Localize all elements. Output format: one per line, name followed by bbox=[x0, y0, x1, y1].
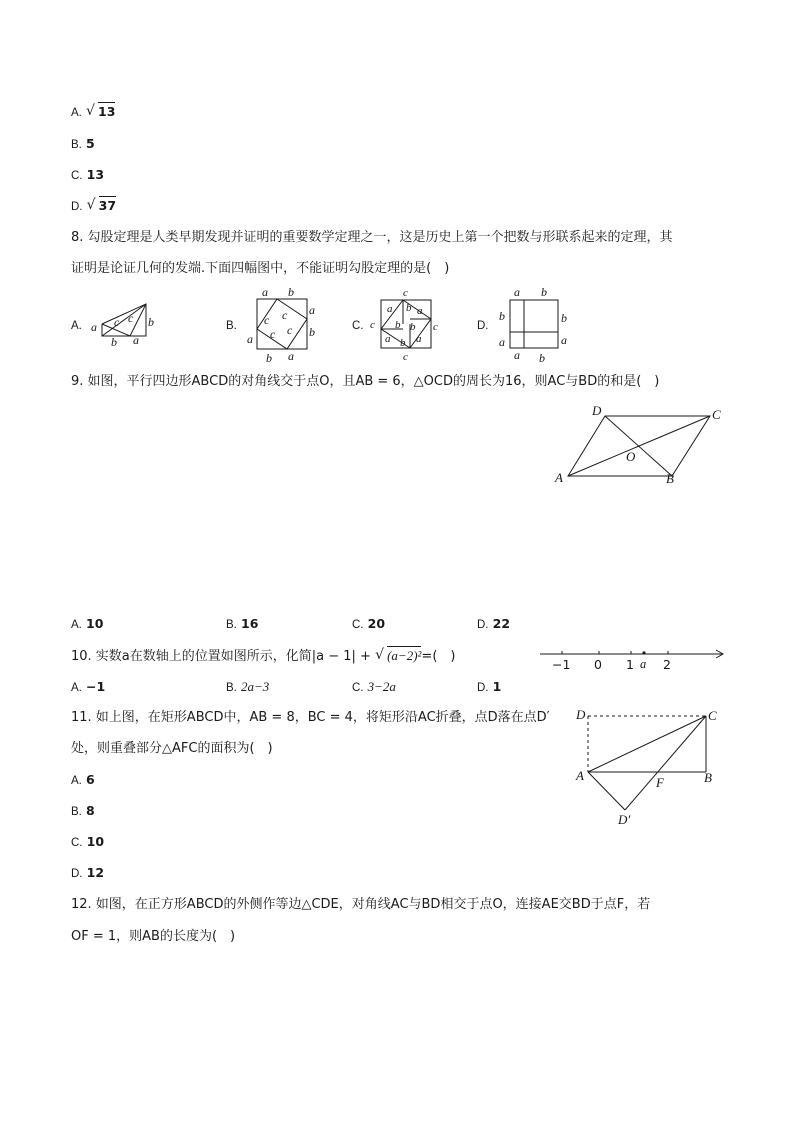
q10-option-c: C. 3−2a bbox=[352, 679, 396, 694]
q11-option-b: B. 8 bbox=[71, 803, 95, 818]
svg-text:a: a bbox=[561, 333, 567, 347]
q11-option-a: A. 6 bbox=[71, 772, 95, 787]
svg-text:b: b bbox=[400, 337, 406, 349]
svg-text:b: b bbox=[541, 285, 547, 299]
svg-text:c: c bbox=[370, 319, 375, 331]
q9-label-a: A bbox=[555, 470, 563, 485]
svg-text:b: b bbox=[406, 302, 412, 314]
q11-label-b: B bbox=[704, 770, 712, 785]
q11-option-d: D. 12 bbox=[71, 865, 105, 880]
svg-text:b: b bbox=[561, 311, 567, 325]
q10-number-line bbox=[536, 646, 730, 674]
q8-option-a-label: A. bbox=[71, 320, 82, 332]
svg-text:b: b bbox=[309, 325, 315, 339]
svg-text:c: c bbox=[128, 311, 134, 325]
q7-option-b-value: 5 bbox=[86, 136, 95, 151]
svg-text:b: b bbox=[499, 309, 505, 323]
q10-tick-neg1: −1 bbox=[552, 657, 571, 672]
q8-option-c-label: C. bbox=[352, 320, 364, 332]
svg-text:a: a bbox=[288, 349, 294, 363]
q12-stem-line2: OF = 1，则AB的长度为( ) bbox=[71, 929, 236, 944]
q7-option-c-value: 13 bbox=[86, 167, 105, 182]
svg-text:b: b bbox=[395, 319, 401, 331]
svg-text:a: a bbox=[247, 332, 253, 346]
q8-figure-d bbox=[494, 284, 574, 364]
svg-text:a: a bbox=[417, 305, 423, 317]
svg-text:a: a bbox=[514, 348, 520, 362]
q9-parallelogram-figure bbox=[550, 400, 730, 490]
q7-option-c: C. 13 bbox=[71, 167, 105, 182]
q9-stem: 9. 如图，平行四边形ABCD的对角线交于点O，且AB = 6，△OCD的周长为16，则AC与BD的和是( ) bbox=[71, 374, 660, 389]
q9-label-b: B bbox=[666, 471, 674, 486]
q10-stem: 10. 实数a在数轴上的位置如图所示，化简|a − 1| + √ (a−2)²=( ) bbox=[71, 647, 456, 664]
q11-stem-line2: 处，则重叠部分△AFC的面积为( ) bbox=[71, 741, 273, 756]
q11-label-d: D bbox=[576, 707, 586, 722]
svg-text:c: c bbox=[270, 327, 276, 341]
q7-option-d: D. √ 37 bbox=[71, 197, 117, 213]
q8-option-d-label: D. bbox=[477, 320, 489, 332]
q11-label-a: A bbox=[576, 768, 584, 783]
q9-label-d: D bbox=[592, 403, 602, 418]
svg-text:b: b bbox=[539, 351, 545, 364]
q8-figure-a bbox=[88, 298, 160, 350]
q11-rectangle-fold-figure bbox=[570, 700, 730, 834]
q9-option-c: C. 20 bbox=[352, 616, 386, 631]
q10-option-a: A. −1 bbox=[71, 679, 106, 694]
q10-option-b: B. 2a−3 bbox=[226, 679, 270, 694]
q11-label-c: C bbox=[708, 708, 717, 723]
svg-text:c: c bbox=[114, 315, 120, 329]
q11-label-dprime: D′ bbox=[618, 812, 631, 827]
q11-stem-line1: 11. 如上图，在矩形ABCD中，AB = 8，BC = 4，将矩形沿AC折叠，点D落在点D′ bbox=[71, 710, 550, 725]
svg-text:c: c bbox=[403, 351, 408, 363]
svg-text:a: a bbox=[416, 333, 422, 345]
q12-stem-line1: 12. 如图，在正方形ABCD的外侧作等边△CDE，对角线AC与BD相交于点O，连接AE交BD于点F，若 bbox=[71, 897, 651, 912]
svg-text:a: a bbox=[499, 335, 505, 349]
q9-option-a: A. 10 bbox=[71, 616, 104, 631]
q7-option-a: A. √ 13 bbox=[71, 103, 116, 119]
q7-option-b: B. 5 bbox=[71, 136, 95, 151]
svg-text:b: b bbox=[266, 351, 272, 364]
q11-option-c: C. 10 bbox=[71, 834, 105, 849]
q8-stem-line2: 证明是论证几何的发端.下面四幅图中，不能证明勾股定理的是( ) bbox=[71, 261, 450, 276]
svg-text:a: a bbox=[133, 333, 139, 347]
q9-option-d: D. 22 bbox=[477, 616, 511, 631]
q10-point-a: a bbox=[640, 657, 647, 671]
svg-text:a: a bbox=[91, 320, 97, 334]
q8-option-b-label: B. bbox=[226, 320, 237, 332]
q10-tick-2: 2 bbox=[663, 657, 671, 672]
q9-label-c: C bbox=[712, 407, 721, 422]
svg-text:b: b bbox=[288, 285, 294, 299]
svg-text:c: c bbox=[287, 323, 293, 337]
svg-text:a: a bbox=[387, 303, 393, 315]
q9-option-b: B. 16 bbox=[226, 616, 259, 631]
svg-text:b: b bbox=[111, 335, 117, 349]
q10-tick-1: 1 bbox=[626, 657, 634, 672]
svg-text:c: c bbox=[403, 287, 408, 299]
svg-text:b: b bbox=[410, 321, 416, 333]
q11-label-f: F bbox=[656, 775, 664, 790]
q10-tick-0: 0 bbox=[594, 657, 602, 672]
q8-figure-b bbox=[244, 284, 324, 364]
q8-stem-line1: 8. 勾股定理是人类早期发现并证明的重要数学定理之一，这是历史上第一个把数与形联系起来的定理，其 bbox=[71, 230, 673, 245]
svg-text:c: c bbox=[282, 308, 288, 322]
q7-option-a-value: 13 bbox=[98, 104, 116, 119]
svg-text:a: a bbox=[262, 285, 268, 299]
q10-radicand: (a−2)² bbox=[387, 648, 422, 663]
svg-text:a: a bbox=[385, 333, 391, 345]
svg-text:b: b bbox=[148, 315, 154, 329]
svg-text:c: c bbox=[433, 321, 438, 333]
svg-text:a: a bbox=[309, 303, 315, 317]
q10-option-d: D. 1 bbox=[477, 679, 502, 694]
q9-label-o: O bbox=[626, 449, 636, 464]
q8-figure-c bbox=[370, 284, 442, 364]
q7-option-d-value: 37 bbox=[98, 198, 117, 213]
svg-text:c: c bbox=[264, 313, 270, 327]
svg-text:a: a bbox=[514, 285, 520, 299]
